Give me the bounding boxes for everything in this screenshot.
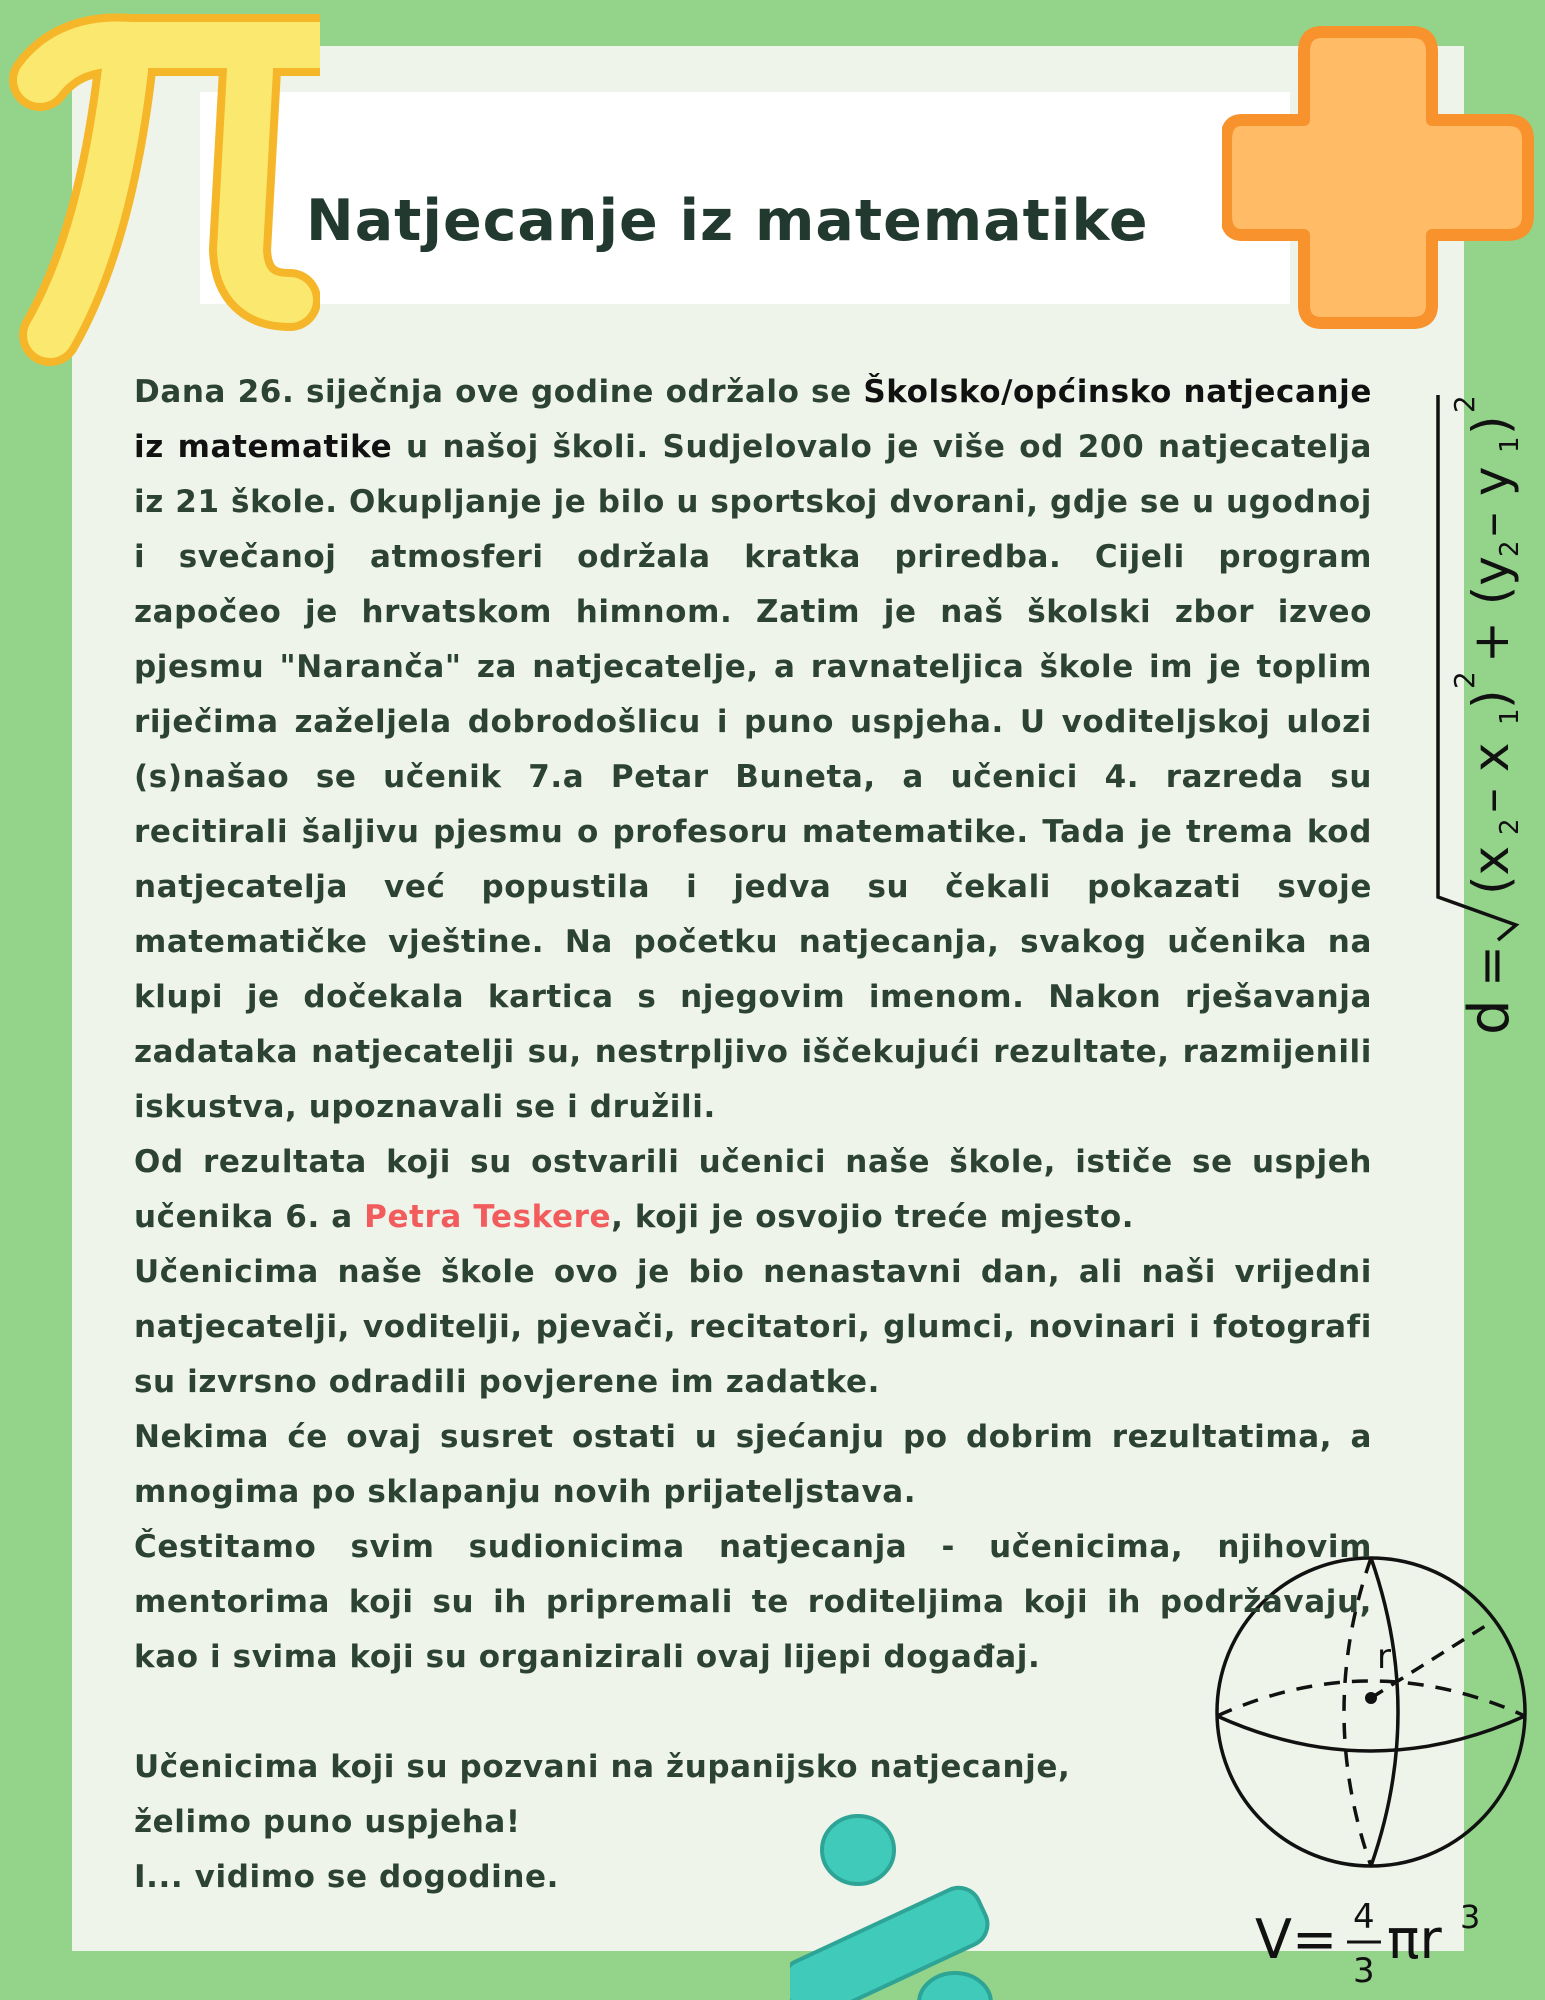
- paragraph-results: [134, 1135, 1372, 1245]
- svg-text:2: 2: [1495, 818, 1525, 835]
- article-body: [134, 365, 1372, 1905]
- svg-text:+ (y: + (y: [1462, 556, 1520, 663]
- intro-text: Dana 26. siječnja ove godine održalo se: [134, 374, 864, 410]
- winner-name: Petra Teskere: [364, 1199, 612, 1235]
- svg-text:r: r: [1377, 1637, 1391, 1677]
- closing-block: [134, 1740, 1372, 1905]
- svg-text:– y: – y: [1462, 466, 1520, 537]
- svg-text:V=: V=: [1255, 1908, 1338, 1971]
- plus-icon: [1222, 20, 1542, 330]
- svg-text:2: 2: [1495, 540, 1525, 557]
- competition-name: Školsko/općinsko natjecanje iz matematike: [134, 374, 1372, 465]
- distance-formula: [1420, 395, 1540, 1060]
- intro-rest-text: u našoj školi. Sudjelovalo je više od 200 natjecatelja iz 21 škole. Okupljanje je bilo u sportskoj dvorani, gdje se u ugodnoj i svečanoj atmosferi održala kratka priredba. Cijeli program započeo je hrvatskom himnom. Zatim je naš školski zbor izveo pjesmu "Naranča" za natjecatelje, a ravnateljica škole im je toplim riječima zaželjela dobrodošlicu i puno uspjeha. U voditeljskoj ulozi (s)našao se učenik 7.a Petar Buneta, a učenici 4. razreda su recitirali šaljivu pjesmu o profesoru matematike. Tada je trema kod natjecatelja već popustila i jedva su čekali pokazati svoje matematičke vještine. Na početku natjecanja, svakog učenika na klupi je dočekala kartica s njegovim imenom. Nakon rješavanja zadataka natjecatelji su, nestrpljivo iščekujući rezultate, razmijenili iskustva, upoznavali se i družili.: [134, 429, 1372, 1125]
- page-title: Natjecanje iz matematike: [306, 188, 1149, 255]
- svg-text:– x: – x: [1462, 742, 1520, 813]
- results-text: Od rezultata koji su ostvarili učenici naše škole, ističe se uspjeh učenika 6. a: [134, 1144, 1372, 1235]
- svg-text:3: 3: [1353, 1951, 1375, 1991]
- svg-text:): ): [1462, 689, 1520, 709]
- svg-text:): ): [1462, 415, 1520, 435]
- svg-text:=: =: [1462, 945, 1520, 987]
- svg-text:2: 2: [1448, 395, 1481, 413]
- paragraph-congratulations: Čestitamo svim sudionicima natjecanja - učenicima, njihovim mentorima koji su ih pripremali te roditeljima koji ih podržavaju, kao i svima koji su organizirali ovaj lijepi događaj.: [134, 1529, 1372, 1675]
- svg-text:1: 1: [1495, 708, 1525, 725]
- closing-line: I... vidimo se dogodine.: [134, 1859, 560, 1895]
- svg-text:4: 4: [1353, 1897, 1375, 1937]
- svg-text:3: 3: [1460, 1898, 1481, 1936]
- sphere-volume-formula: [1255, 1890, 1515, 2000]
- closing-line: želimo puno uspjeha!: [134, 1804, 521, 1840]
- paragraph-memories: Nekima će ovaj susret ostati u sjećanju po dobrim rezultatima, a mnogima po sklapanju novih prijateljstava.: [134, 1419, 1372, 1510]
- svg-text:(x: (x: [1462, 845, 1520, 895]
- paragraph-participants: Učenicima naše škole ovo je bio nenastavni dan, ali naši vrijedni natjecatelji, voditelji, pjevači, recitatori, glumci, novinari i fotografi su izvrsno odradili povjerene im zadatke.: [134, 1254, 1372, 1400]
- svg-text:πr: πr: [1387, 1908, 1442, 1971]
- svg-text:2: 2: [1448, 671, 1481, 689]
- pi-icon: [0, 0, 320, 400]
- results-text-end: , koji je osvojio treće mjesto.: [611, 1199, 1135, 1235]
- svg-text:d: d: [1457, 999, 1522, 1035]
- paragraph-intro: [134, 365, 1372, 1135]
- svg-text:1: 1: [1495, 436, 1525, 453]
- closing-line: Učenicima koji su pozvani na županijsko natjecanje,: [134, 1749, 1071, 1785]
